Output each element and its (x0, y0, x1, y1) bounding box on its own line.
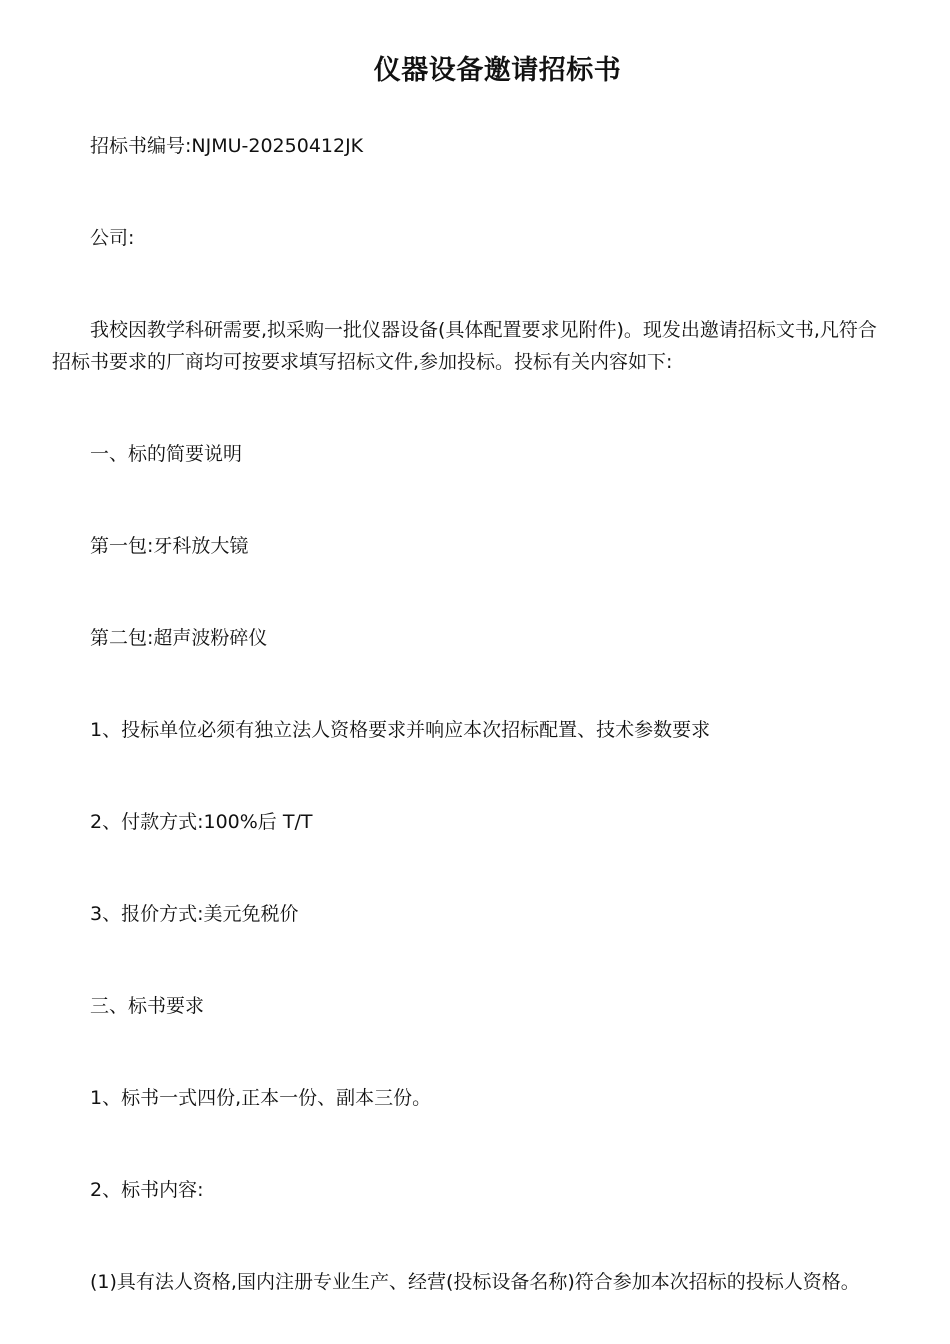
package-1: 第一包:牙科放大镜 (90, 535, 249, 557)
section-1-heading: 一、标的简要说明 (90, 443, 243, 465)
section-3-heading: 三、标书要求 (90, 995, 205, 1017)
requirement-2-sub-1: (1)具有法人资格,国内注册专业生产、经营(投标设备名称)符合参加本次招标的投标人资格。 (90, 1271, 860, 1293)
item-3-quotation: 3、报价方式:美元免税价 (90, 903, 299, 925)
intro-line-1: 我校因教学科研需要,拟采购一批仪器设备(具体配置要求见附件)。现发出邀请招标文书,凡符合 (90, 319, 877, 341)
requirement-2: 2、标书内容: (90, 1179, 204, 1201)
intro-paragraph (52, 314, 912, 378)
document-title: 仪器设备邀请招标书 (373, 55, 622, 86)
company-line: 公司: (90, 227, 135, 249)
item-1-qualification: 1、投标单位必须有独立法人资格要求并响应本次招标配置、技术参数要求 (90, 719, 711, 741)
intro-line-2: 招标书要求的厂商均可按要求填写招标文件,参加投标。投标有关内容如下: (52, 351, 673, 373)
item-2-payment: 2、付款方式:100%后 T/T (90, 811, 313, 833)
package-2: 第二包:超声波粉碎仪 (90, 627, 268, 649)
tender-number: 招标书编号:NJMU-20250412JK (90, 135, 364, 157)
requirement-1: 1、标书一式四份,正本一份、副本三份。 (90, 1087, 432, 1109)
